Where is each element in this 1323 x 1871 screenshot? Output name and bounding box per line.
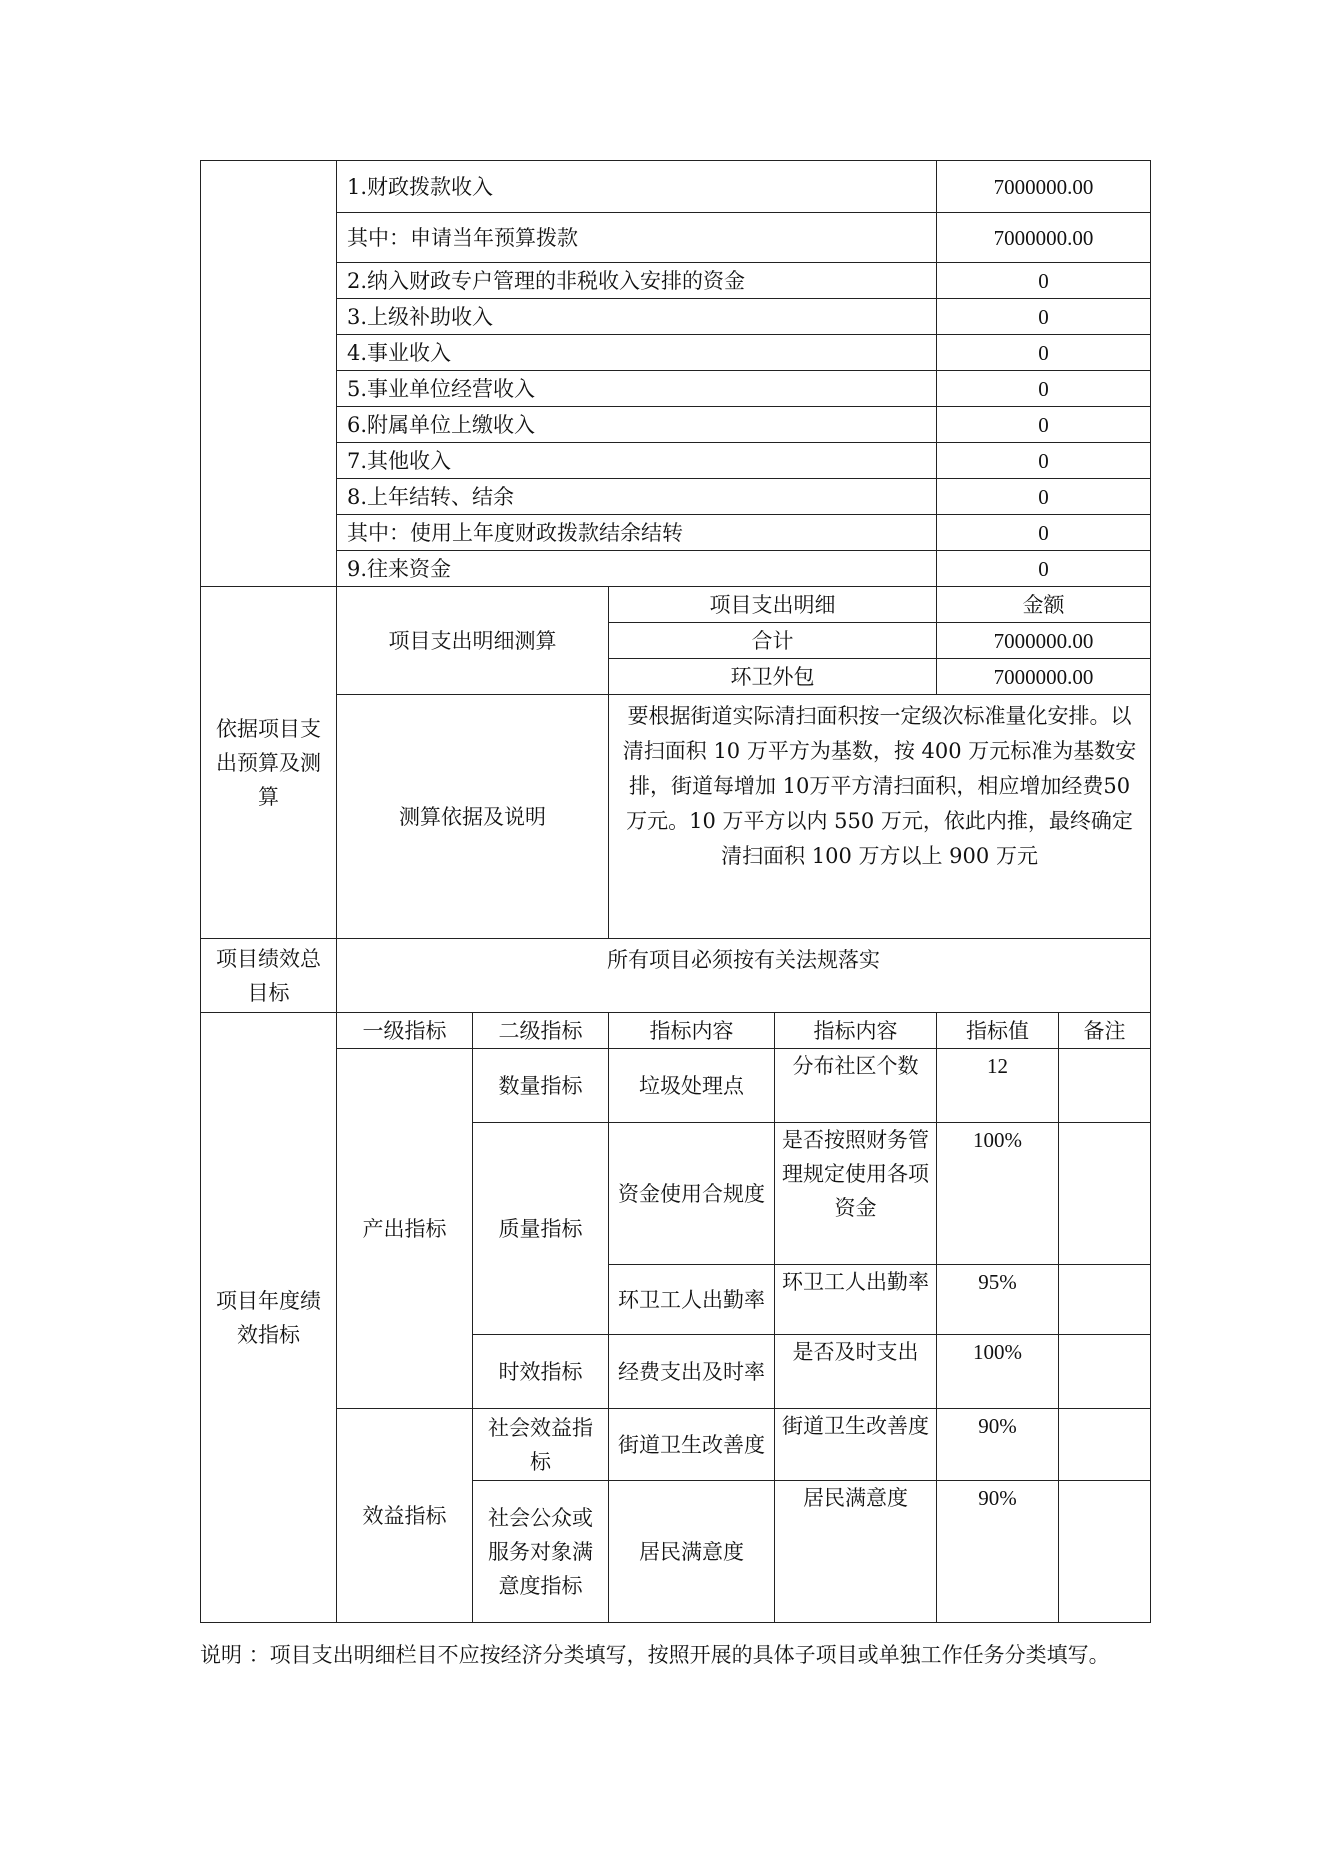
budget-total-value: 7000000.00 xyxy=(937,623,1151,659)
income-value: 0 xyxy=(937,263,1151,299)
income-section-label xyxy=(201,161,337,587)
income-value: 0 xyxy=(937,299,1151,335)
income-value: 0 xyxy=(937,515,1151,551)
budget-section-label: 依据项目支出预算及测算 xyxy=(201,587,337,939)
income-row xyxy=(201,213,1151,263)
indicator-header: 指标内容 xyxy=(775,1013,937,1049)
indicator-level2: 社会公众或服务对象满意度指标 xyxy=(473,1481,609,1623)
income-label: 1.财政拨款收入 xyxy=(337,161,937,213)
indicator-content2: 是否及时支出 xyxy=(775,1335,937,1409)
budget-item-label: 环卫外包 xyxy=(609,659,937,695)
income-row xyxy=(201,443,1151,479)
income-label: 2.纳入财政专户管理的非税收入安排的资金 xyxy=(337,263,937,299)
income-value: 7000000.00 xyxy=(937,161,1151,213)
indicator-note xyxy=(1059,1335,1151,1409)
budget-basis-row xyxy=(201,695,1151,939)
indicator-content: 街道卫生改善度 xyxy=(609,1409,775,1481)
income-value: 0 xyxy=(937,479,1151,515)
goal-text: 所有项目必须按有关法规落实 xyxy=(337,939,1151,1013)
footnote: 说明 ：项目支出明细栏目不应按经济分类填写，按照开展的具体子项目或单独工作任务分类填写。 xyxy=(200,1643,1110,1667)
indicator-note xyxy=(1059,1049,1151,1123)
budget-detail-label: 项目支出明细测算 xyxy=(337,587,609,695)
budget-total-label: 合计 xyxy=(609,623,937,659)
indicator-level2: 质量指标 xyxy=(473,1123,609,1335)
income-label: 3.上级补助收入 xyxy=(337,299,937,335)
indicator-level1: 产出指标 xyxy=(337,1049,473,1409)
indicator-header-row xyxy=(201,1013,1151,1049)
indicator-value: 95% xyxy=(937,1265,1059,1335)
income-row xyxy=(201,407,1151,443)
income-row xyxy=(201,299,1151,335)
income-value: 0 xyxy=(937,551,1151,587)
income-row xyxy=(201,161,1151,213)
indicator-content: 经费支出及时率 xyxy=(609,1335,775,1409)
budget-basis-label: 测算依据及说明 xyxy=(337,695,609,939)
income-row xyxy=(201,263,1151,299)
indicator-note xyxy=(1059,1481,1151,1623)
income-label: 4.事业收入 xyxy=(337,335,937,371)
indicator-content2: 是否按照财务管理规定使用各项资金 xyxy=(775,1123,937,1265)
indicator-note xyxy=(1059,1409,1151,1481)
indicator-content2: 环卫工人出勤率 xyxy=(775,1265,937,1335)
income-value: 0 xyxy=(937,371,1151,407)
income-label: 7.其他收入 xyxy=(337,443,937,479)
income-value: 0 xyxy=(937,407,1151,443)
income-value: 0 xyxy=(937,443,1151,479)
indicator-content2: 街道卫生改善度 xyxy=(775,1409,937,1481)
income-row xyxy=(201,515,1151,551)
indicator-value: 12 xyxy=(937,1049,1059,1123)
income-value: 0 xyxy=(937,335,1151,371)
indicator-content: 资金使用合规度 xyxy=(609,1123,775,1265)
indicator-level2: 时效指标 xyxy=(473,1335,609,1409)
indicator-level2: 数量指标 xyxy=(473,1049,609,1123)
income-label: 5.事业单位经营收入 xyxy=(337,371,937,407)
goal-row xyxy=(201,939,1151,1013)
indicator-note xyxy=(1059,1265,1151,1335)
goal-label: 项目绩效总目标 xyxy=(201,939,337,1013)
income-row xyxy=(201,335,1151,371)
indicator-value: 100% xyxy=(937,1123,1059,1265)
income-row xyxy=(201,551,1151,587)
budget-table xyxy=(200,160,1151,1623)
income-label: 9.往来资金 xyxy=(337,551,937,587)
indicator-header: 二级指标 xyxy=(473,1013,609,1049)
income-label: 其中：使用上年度财政拨款结余结转 xyxy=(337,515,937,551)
income-row xyxy=(201,479,1151,515)
indicator-content: 垃圾处理点 xyxy=(609,1049,775,1123)
indicator-content: 环卫工人出勤率 xyxy=(609,1265,775,1335)
indicator-content: 居民满意度 xyxy=(609,1481,775,1623)
income-label: 其中：申请当年预算拨款 xyxy=(337,213,937,263)
form-page xyxy=(200,160,1150,1673)
indicator-level2: 社会效益指标 xyxy=(473,1409,609,1481)
indicator-value: 100% xyxy=(937,1335,1059,1409)
indicator-level1: 效益指标 xyxy=(337,1409,473,1623)
indicator-note xyxy=(1059,1123,1151,1265)
indicator-value: 90% xyxy=(937,1481,1059,1623)
budget-item-value: 7000000.00 xyxy=(937,659,1151,695)
budget-header-row xyxy=(201,587,1151,623)
income-label: 6.附属单位上缴收入 xyxy=(337,407,937,443)
indicator-section-label: 项目年度绩效指标 xyxy=(201,1013,337,1623)
budget-header-item: 项目支出明细 xyxy=(609,587,937,623)
indicator-content2: 居民满意度 xyxy=(775,1481,937,1623)
indicator-row xyxy=(201,1409,1151,1481)
indicator-row xyxy=(201,1049,1151,1123)
indicator-header: 一级指标 xyxy=(337,1013,473,1049)
indicator-header: 指标值 xyxy=(937,1013,1059,1049)
budget-basis-text: 要根据街道实际清扫面积按一定级次标准量化安排。以清扫面积 10 万平方为基数，按 400 万元标准为基数安排，街道每增加 10万平方清扫面积，相应增加经费50万元。10 万平方以内 550 万元，依此内推，最终确定清扫面积 100 万方以上 900 万元 xyxy=(609,695,1151,939)
income-value: 7000000.00 xyxy=(937,213,1151,263)
indicator-content2: 分布社区个数 xyxy=(775,1049,937,1123)
indicator-value: 90% xyxy=(937,1409,1059,1481)
income-row xyxy=(201,371,1151,407)
income-label: 8.上年结转、结余 xyxy=(337,479,937,515)
indicator-header: 指标内容 xyxy=(609,1013,775,1049)
budget-header-amount: 金额 xyxy=(937,587,1151,623)
indicator-header: 备注 xyxy=(1059,1013,1151,1049)
